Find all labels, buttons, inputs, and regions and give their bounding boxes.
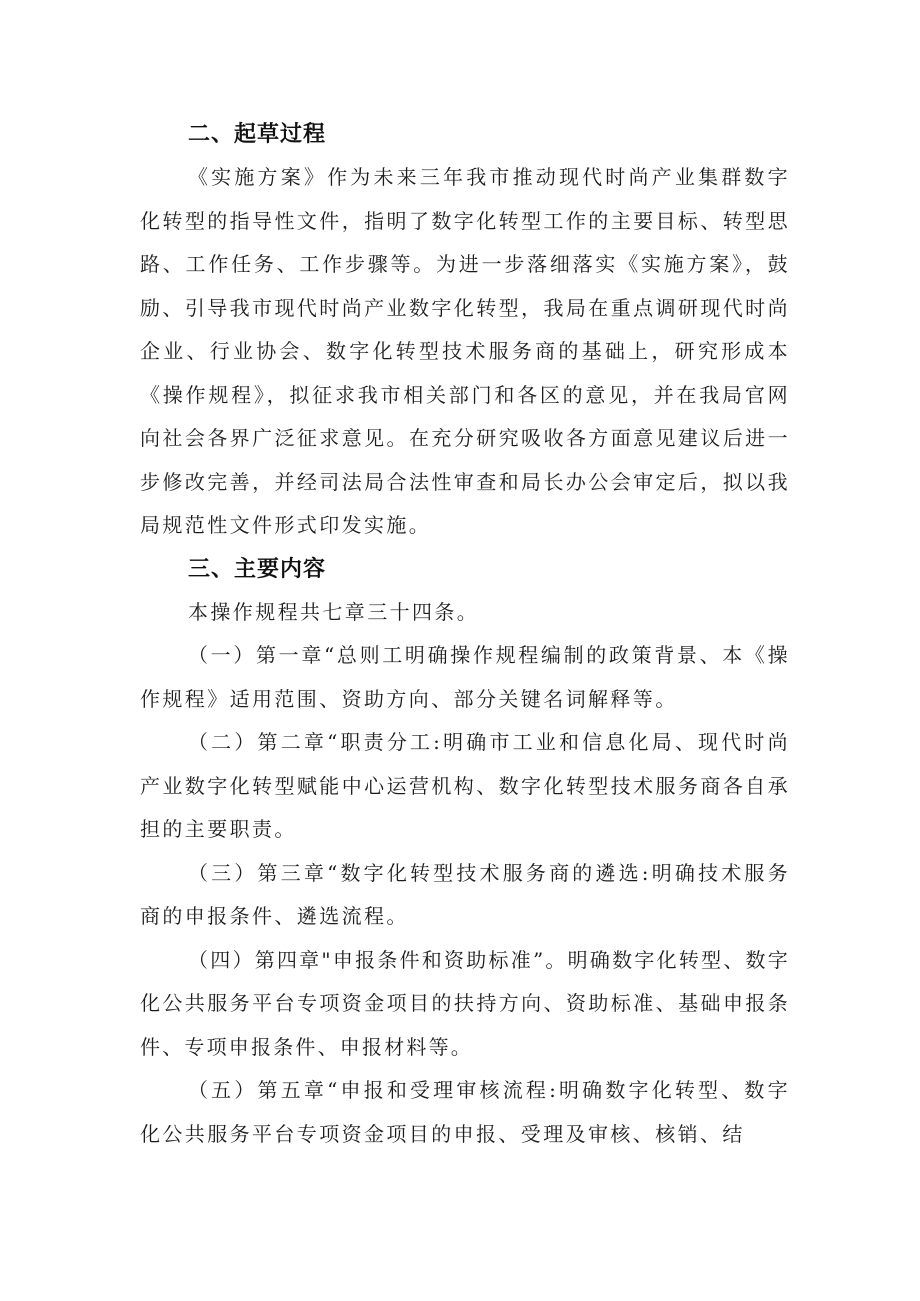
paragraph-chapter-2: （二）第二章“职责分工:明确市工业和信息化局、现代时尚产业数字化转型赋能中心运营机构、数字化转型技术服务商各自承担的主要职责。 xyxy=(140,730,790,841)
document-body xyxy=(140,113,790,1156)
section-heading-drafting-process: 二、起草过程 xyxy=(188,122,327,147)
section-heading-main-content: 三、主要内容 xyxy=(188,556,327,582)
paragraph-drafting-process: 《实施方案》作为未来三年我市推动现代时尚产业集群数字化转型的指导性文件，指明了数字化转型工作的主要目标、转型思路、工作任务、工作步骤等。为进一步落细落实《实施方案》，鼓励、引导我市现代时尚产业数字化转型，我局在重点调研现代时尚企业、行业协会、数字化转型技术服务商的基础上，研究形成本《操作规程》，拟征求我市相关部门和各区的意见，并在我局官网向社会各界广泛征求意见。在充分研究吸收各方面意见建议后进一步修改完善，并经司法局合法性审查和局长办公会审定后，拟以我局规范性文件形式印发实施。 xyxy=(140,165,790,537)
paragraph-chapter-3: （三）第三章“数字化转型技术服务商的遴选:明确技术服务商的申报条件、遴选流程。 xyxy=(140,860,790,928)
paragraph-main-content-intro: 本操作规程共七章三十四条。 xyxy=(188,599,480,624)
paragraph-chapter-5: （五）第五章“申报和受理审核流程:明确数字化转型、数字化公共服务平台专项资金项目的申报、受理及审核、核销、结 xyxy=(140,1078,790,1146)
paragraph-chapter-4: （四）第四章"申报条件和资助标准”。明确数字化转型、数字化公共服务平台专项资金项目的扶持方向、资助标准、基础申报条件、专项申报条件、申报材料等。 xyxy=(140,947,790,1059)
paragraph-chapter-1: （一）第一章“总则工明确操作规程编制的政策背景、本《操作规程》适用范围、资助方向、部分关键名词解释等。 xyxy=(140,643,790,711)
